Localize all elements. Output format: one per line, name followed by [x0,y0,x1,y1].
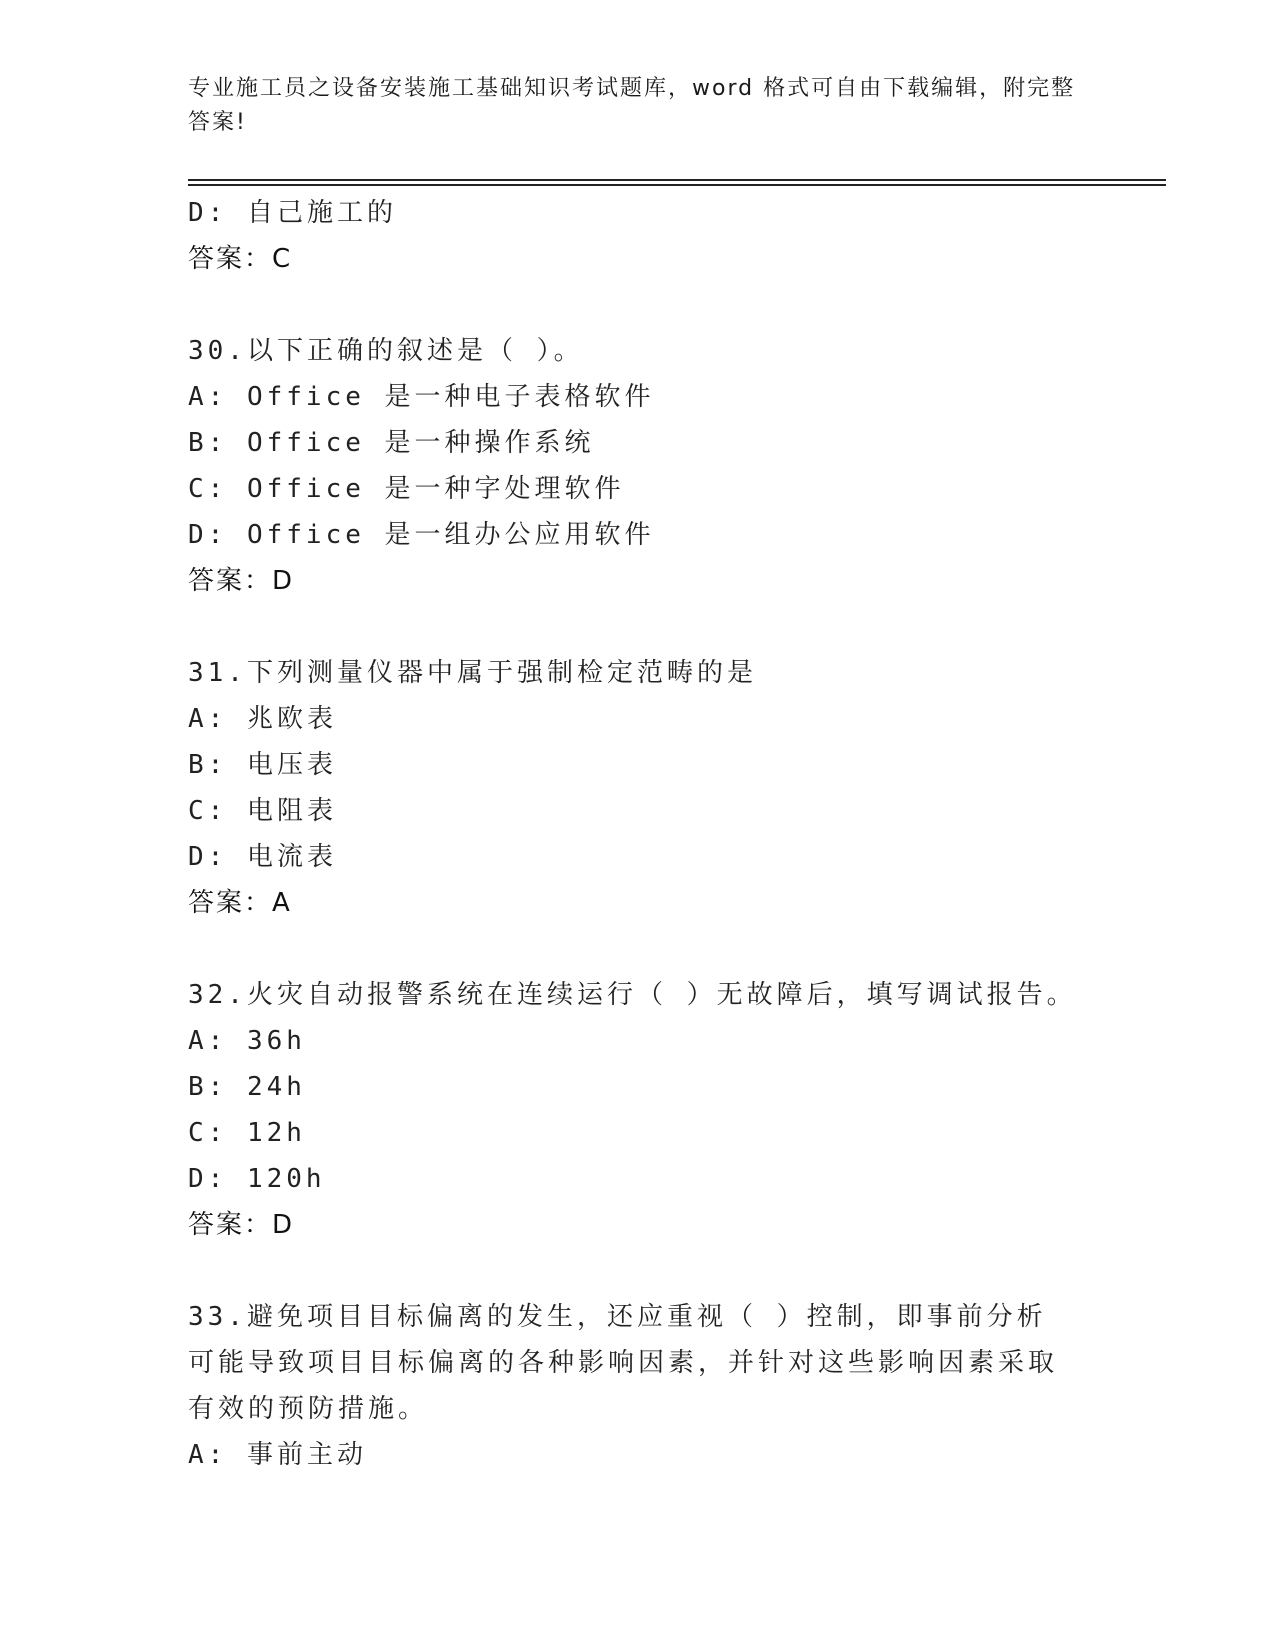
question-stem: 33.避免项目目标偏离的发生，还应重视（ ）控制，即事前分析可能导致项目目标偏离的各种影响因素，并针对这些影响因素采取有效的预防措施。 [188,1302,1059,1424]
answer: 答案：D [188,566,295,596]
option-a: A: 兆欧表 [188,704,337,734]
header-title: 专业施工员之设备安装施工基础知识考试题库，word 格式可自由下载编辑，附完整答案! [188,76,1076,135]
option-d: D: 120h [188,1164,326,1194]
question-31 [188,650,1088,926]
question-32 [188,972,1088,1248]
header-divider-top [188,179,1166,181]
option-c: C: Office 是一种字处理软件 [188,474,625,504]
spacer [188,926,1088,972]
question-30 [188,328,1088,604]
question-stem: 30.以下正确的叙述是（ ）。 [188,336,584,366]
option-a: A: 事前主动 [188,1440,367,1470]
option-c: C: 电阻表 [188,796,337,826]
spacer [188,1248,1088,1294]
option-a: A: Office 是一种电子表格软件 [188,382,655,412]
option-b: B: Office 是一种操作系统 [188,428,595,458]
question-stem: 31.下列测量仪器中属于强制检定范畴的是 [188,658,757,688]
answer: 答案：D [188,1210,295,1240]
spacer [188,282,1088,328]
question-33 [188,1294,1088,1478]
question-stem: 32.火灾自动报警系统在连续运行（ ）无故障后，填写调试报告。 [188,980,1077,1010]
document-header [188,72,1088,140]
option-b: B: 电压表 [188,750,337,780]
option-d: D: Office 是一组办公应用软件 [188,520,655,550]
option-b: B: 24h [188,1072,306,1102]
answer-carryover: 答案：C [188,244,293,274]
option-d-carryover: D: 自己施工的 [188,198,397,228]
header-divider-bottom [188,184,1166,186]
option-d: D: 电流表 [188,842,337,872]
spacer [188,604,1088,650]
answer: 答案：A [188,888,292,918]
question-list [188,190,1088,1478]
option-a: A: 36h [188,1026,306,1056]
option-c: C: 12h [188,1118,306,1148]
